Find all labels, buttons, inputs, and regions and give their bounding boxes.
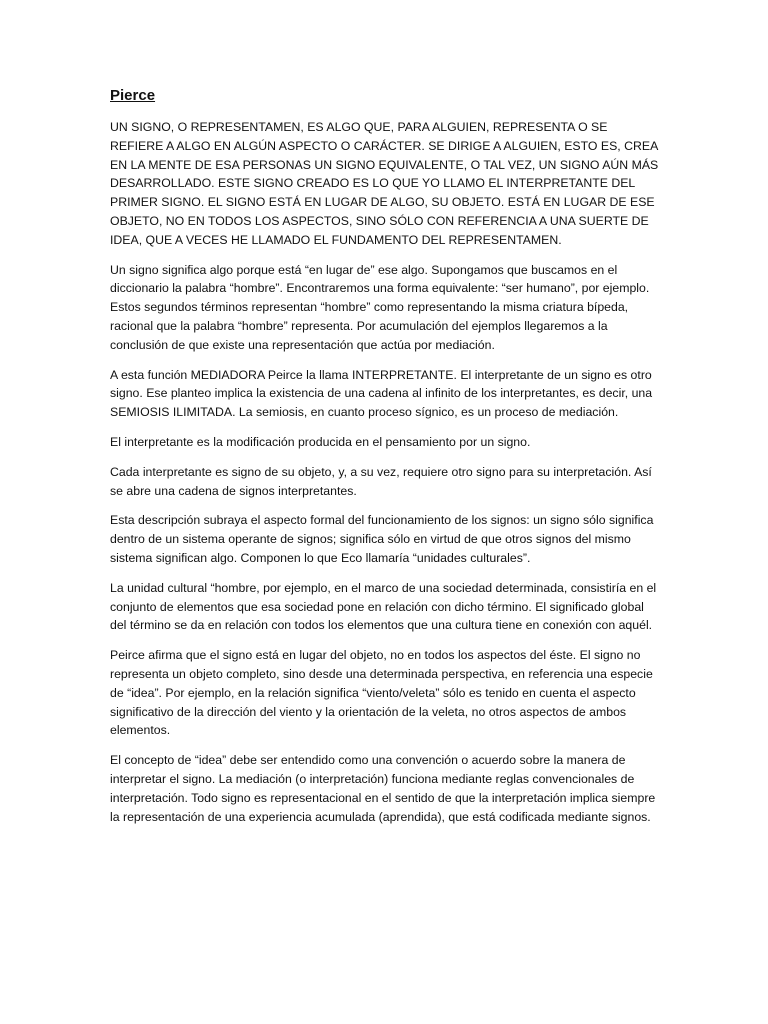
- paragraph-example: Un signo significa algo porque está “en lugar de” ese algo. Supongamos que buscamos en el diccionario la palabra “hombre”. Encontraremos una forma equivalente: “ser humano”, por ejemplo. Estos segundos términos representan “hombre” como representando la misma criatura bípeda, racional que la palabra “hombre” representa. Por acumulación del ejemplos llegaremos a la conclusión de que existe una representación que actúa por mediación.: [110, 262, 650, 352]
- paragraph-perspectiva: Peirce afirma que el signo está en lugar del objeto, no en todos los aspectos del éste. El signo no representa un objeto completo, sino desde una determinada perspectiva, en referencia una especie de “idea”. Por ejemplo, en la relación significa “viento/veleta” sólo es tenido en cuenta el aspecto significativo de la dirección del viento y la orientación de la veleta, no otros aspectos de ambos elementos.: [110, 648, 653, 738]
- paragraph-definition: UN SIGNO, O REPRESENTAMEN, ES ALGO QUE, PARA ALGUIEN, REPRESENTA O SE REFIERE A ALGO EN ALGÚN ASPECTO O CARÁCTER. SE DIRIGE A ALGUIEN, ESTO ES, CREA EN LA MENTE DE ESA PERSONAS UN SIGNO EQUIVALENTE, O TAL VEZ, UN SIGNO AÚN MÁS DESARROLLADO. ESTE SIGNO CREADO ES LO QUE YO LLAMO EL INTERPRETANTE DEL PRIMER SIGNO. EL SIGNO ESTÁ EN LUGAR DE ALGO, SU OBJETO. ESTÁ EN LUGAR DE ESE OBJETO, NO EN TODOS LOS ASPECTOS, SINO SÓLO CON REFERENCIA A UNA SUERTE DE IDEA, QUE A VECES HE LLAMADO EL FUNDAMENTO DEL REPRESENTAMEN.: [110, 120, 659, 247]
- paragraph-aspecto-formal: Esta descripción subraya el aspecto formal del funcionamiento de los signos: un signo sólo significa dentro de un sistema operante de signos; significa sólo en virtud de que otros signos del mismo sistema significan algo. Componen lo que Eco llamaría “unidades culturales”.: [110, 513, 654, 565]
- paragraph-unidad-cultural: La unidad cultural “hombre, por ejemplo, en el marco de una sociedad determinada, consistiría en el conjunto de elementos que esa sociedad pone en relación con dicho término. El significado global del término se da en relación con todos los elementos que una cultura tiene en conexión con aquél.: [110, 580, 657, 633]
- paragraph-interpretante: A esta función MEDIADORA Peirce la llama INTERPRETANTE. El interpretante de un signo es otro signo. Ese planteo implica la existencia de una cadena al infinito de los interpretantes, es decir, una SEMIOSIS ILIMITADA. La semiosis, en cuanto proceso sígnico, es un proceso de mediación.: [110, 367, 653, 420]
- paragraph-cadena: Cada interpretante es signo de su objeto, y, a su vez, requiere otro signo para su interpretación. Así se abre una cadena de signos interpretantes.: [110, 464, 652, 498]
- document-title: Pierce: [110, 87, 156, 104]
- document-page: [110, 86, 662, 837]
- paragraph-modificacion: El interpretante es la modificación producida en el pensamiento por un signo.: [110, 434, 531, 449]
- paragraph-idea: El concepto de “idea” debe ser entendido como una convención o acuerdo sobre la manera de interpretar el signo. La mediación (o interpretación) funciona mediante reglas convencionales de interpretación. Todo signo es representacional en el sentido de que la interpretación implica siempre la representación de una experiencia acumulada (aprendida), que está codificada mediante signos.: [110, 753, 656, 824]
